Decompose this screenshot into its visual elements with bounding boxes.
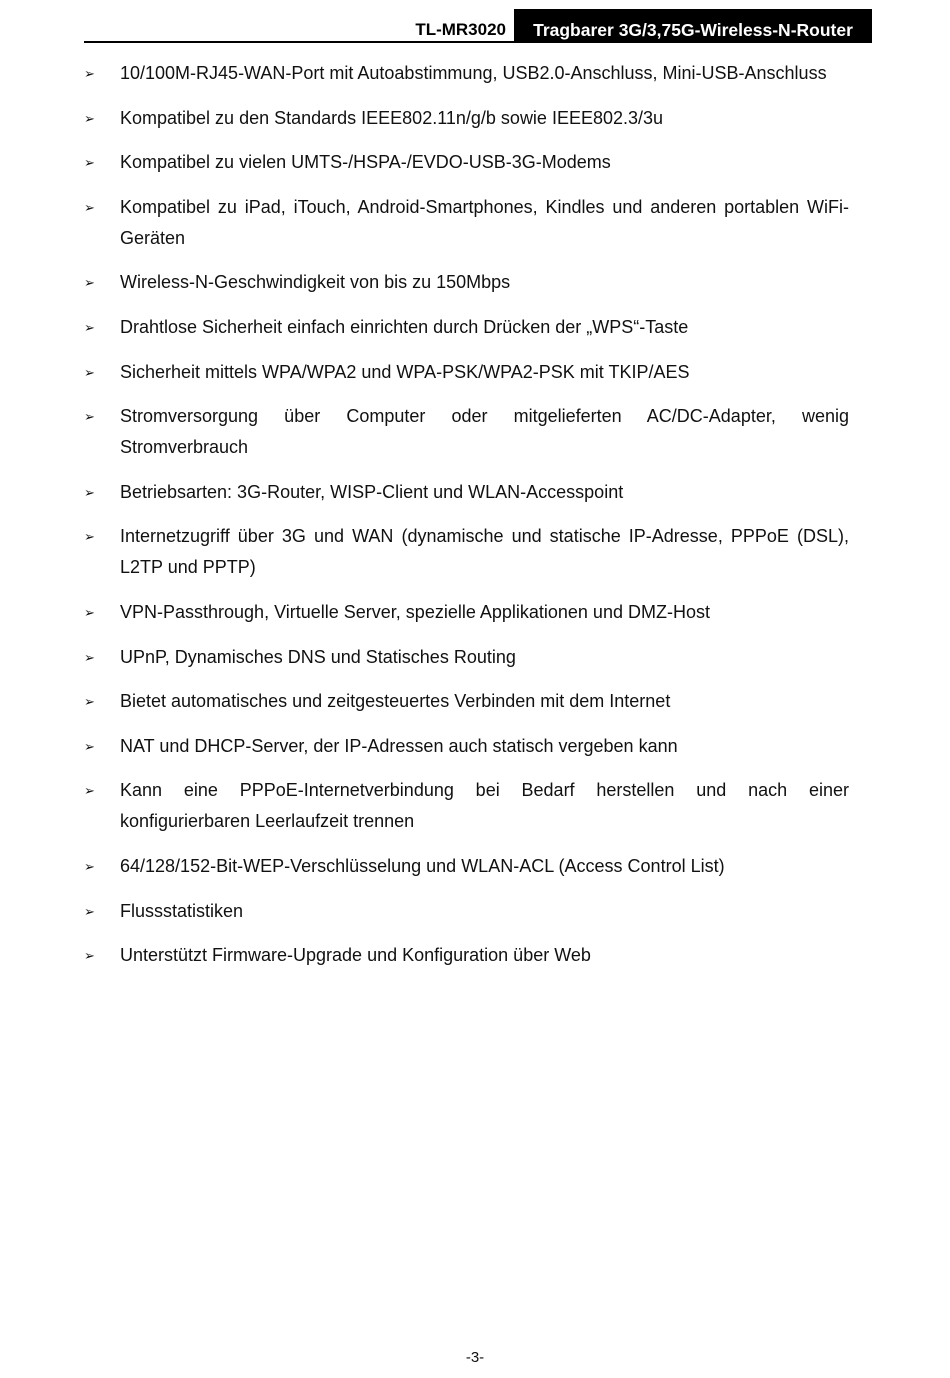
feature-text: Internetzugriff über 3G und WAN (dynamische und statische IP-Adresse, PPPoE (DSL), L2TP und PPTP) xyxy=(120,526,849,578)
arrow-bullet-icon: ➢ xyxy=(84,275,95,291)
feature-text: VPN-Passthrough, Virtuelle Server, spezielle Applikationen und DMZ-Host xyxy=(120,601,710,622)
arrow-bullet-icon: ➢ xyxy=(84,110,95,126)
page-header xyxy=(84,9,872,43)
header-rule xyxy=(84,41,872,43)
feature-text: Flussstatistiken xyxy=(120,900,244,921)
feature-text: Drahtlose Sicherheit einfach einrichten durch Drücken der „WPS“-Taste xyxy=(120,316,689,337)
arrow-bullet-icon: ➢ xyxy=(84,948,95,964)
arrow-bullet-icon: ➢ xyxy=(84,319,95,335)
feature-text: Bietet automatisches und zeitgesteuertes Verbinden mit dem Internet xyxy=(120,691,671,712)
feature-text: UPnP, Dynamisches DNS und Statisches Routing xyxy=(120,646,516,667)
feature-item xyxy=(84,401,849,463)
page-number: -3- xyxy=(465,1349,485,1366)
arrow-bullet-icon: ➢ xyxy=(84,604,95,620)
feature-text: 64/128/152-Bit-WEP-Verschlüsselung und WLAN-ACL (Access Control List) xyxy=(120,855,725,876)
feature-text: NAT und DHCP-Server, der IP-Adressen auch statisch vergeben kann xyxy=(120,735,678,756)
arrow-bullet-icon: ➢ xyxy=(84,155,95,171)
feature-item xyxy=(84,642,849,673)
feature-text: Kompatibel zu iPad, iTouch, Android-Smartphones, Kindles und anderen portablen WiFi-Geräten xyxy=(120,196,849,248)
feature-item xyxy=(84,103,849,134)
feature-item xyxy=(84,731,849,762)
feature-item xyxy=(84,312,849,343)
arrow-bullet-icon: ➢ xyxy=(84,738,95,754)
feature-list xyxy=(84,58,849,985)
feature-text: Stromversorgung über Computer oder mitgelieferten AC/DC-Adapter, wenig Stromverbrauch xyxy=(120,406,849,458)
arrow-bullet-icon: ➢ xyxy=(84,858,95,874)
feature-item xyxy=(84,192,849,254)
feature-text: 10/100M-RJ45-WAN-Port mit Autoabstimmung, USB2.0-Anschluss, Mini-USB-Anschluss xyxy=(120,63,827,83)
arrow-bullet-icon: ➢ xyxy=(84,484,95,500)
feature-item xyxy=(84,357,849,388)
feature-text: Betriebsarten: 3G-Router, WISP-Client und WLAN-Accesspoint xyxy=(120,481,624,502)
feature-text: Kann eine PPPoE-Internetverbindung bei Bedarf herstellen und nach einer konfigurierbaren Leerlaufzeit trennen xyxy=(120,780,849,832)
feature-item xyxy=(84,147,849,178)
arrow-bullet-icon: ➢ xyxy=(84,409,95,425)
model-name: TL-MR3020 xyxy=(415,20,506,39)
arrow-bullet-icon: ➢ xyxy=(84,783,95,799)
feature-item xyxy=(84,58,849,89)
feature-text: Wireless-N-Geschwindigkeit von bis zu 150Mbps xyxy=(120,272,511,293)
feature-item xyxy=(84,896,849,927)
arrow-bullet-icon: ➢ xyxy=(84,529,95,545)
product-title: Tragbarer 3G/3,75G-Wireless-N-Router xyxy=(514,9,872,43)
arrow-bullet-icon: ➢ xyxy=(84,903,95,919)
arrow-bullet-icon: ➢ xyxy=(84,66,95,81)
feature-item xyxy=(84,851,849,882)
feature-item xyxy=(84,477,849,508)
feature-item xyxy=(84,267,849,298)
arrow-bullet-icon: ➢ xyxy=(84,199,95,215)
feature-item xyxy=(84,521,849,583)
feature-text: Sicherheit mittels WPA/WPA2 und WPA-PSK/WPA2-PSK mit TKIP/AES xyxy=(120,361,690,382)
feature-item xyxy=(84,597,849,628)
arrow-bullet-icon: ➢ xyxy=(84,649,95,665)
arrow-bullet-icon: ➢ xyxy=(84,694,95,710)
feature-item xyxy=(84,775,849,837)
arrow-bullet-icon: ➢ xyxy=(84,364,95,380)
feature-text: Kompatibel zu vielen UMTS-/HSPA-/EVDO-USB-3G-Modems xyxy=(120,152,611,173)
feature-item xyxy=(84,686,849,717)
feature-item xyxy=(84,940,849,971)
feature-text: Kompatibel zu den Standards IEEE802.11n/g/b sowie IEEE802.3/3u xyxy=(120,107,664,128)
feature-text: Unterstützt Firmware-Upgrade und Konfiguration über Web xyxy=(120,945,591,966)
